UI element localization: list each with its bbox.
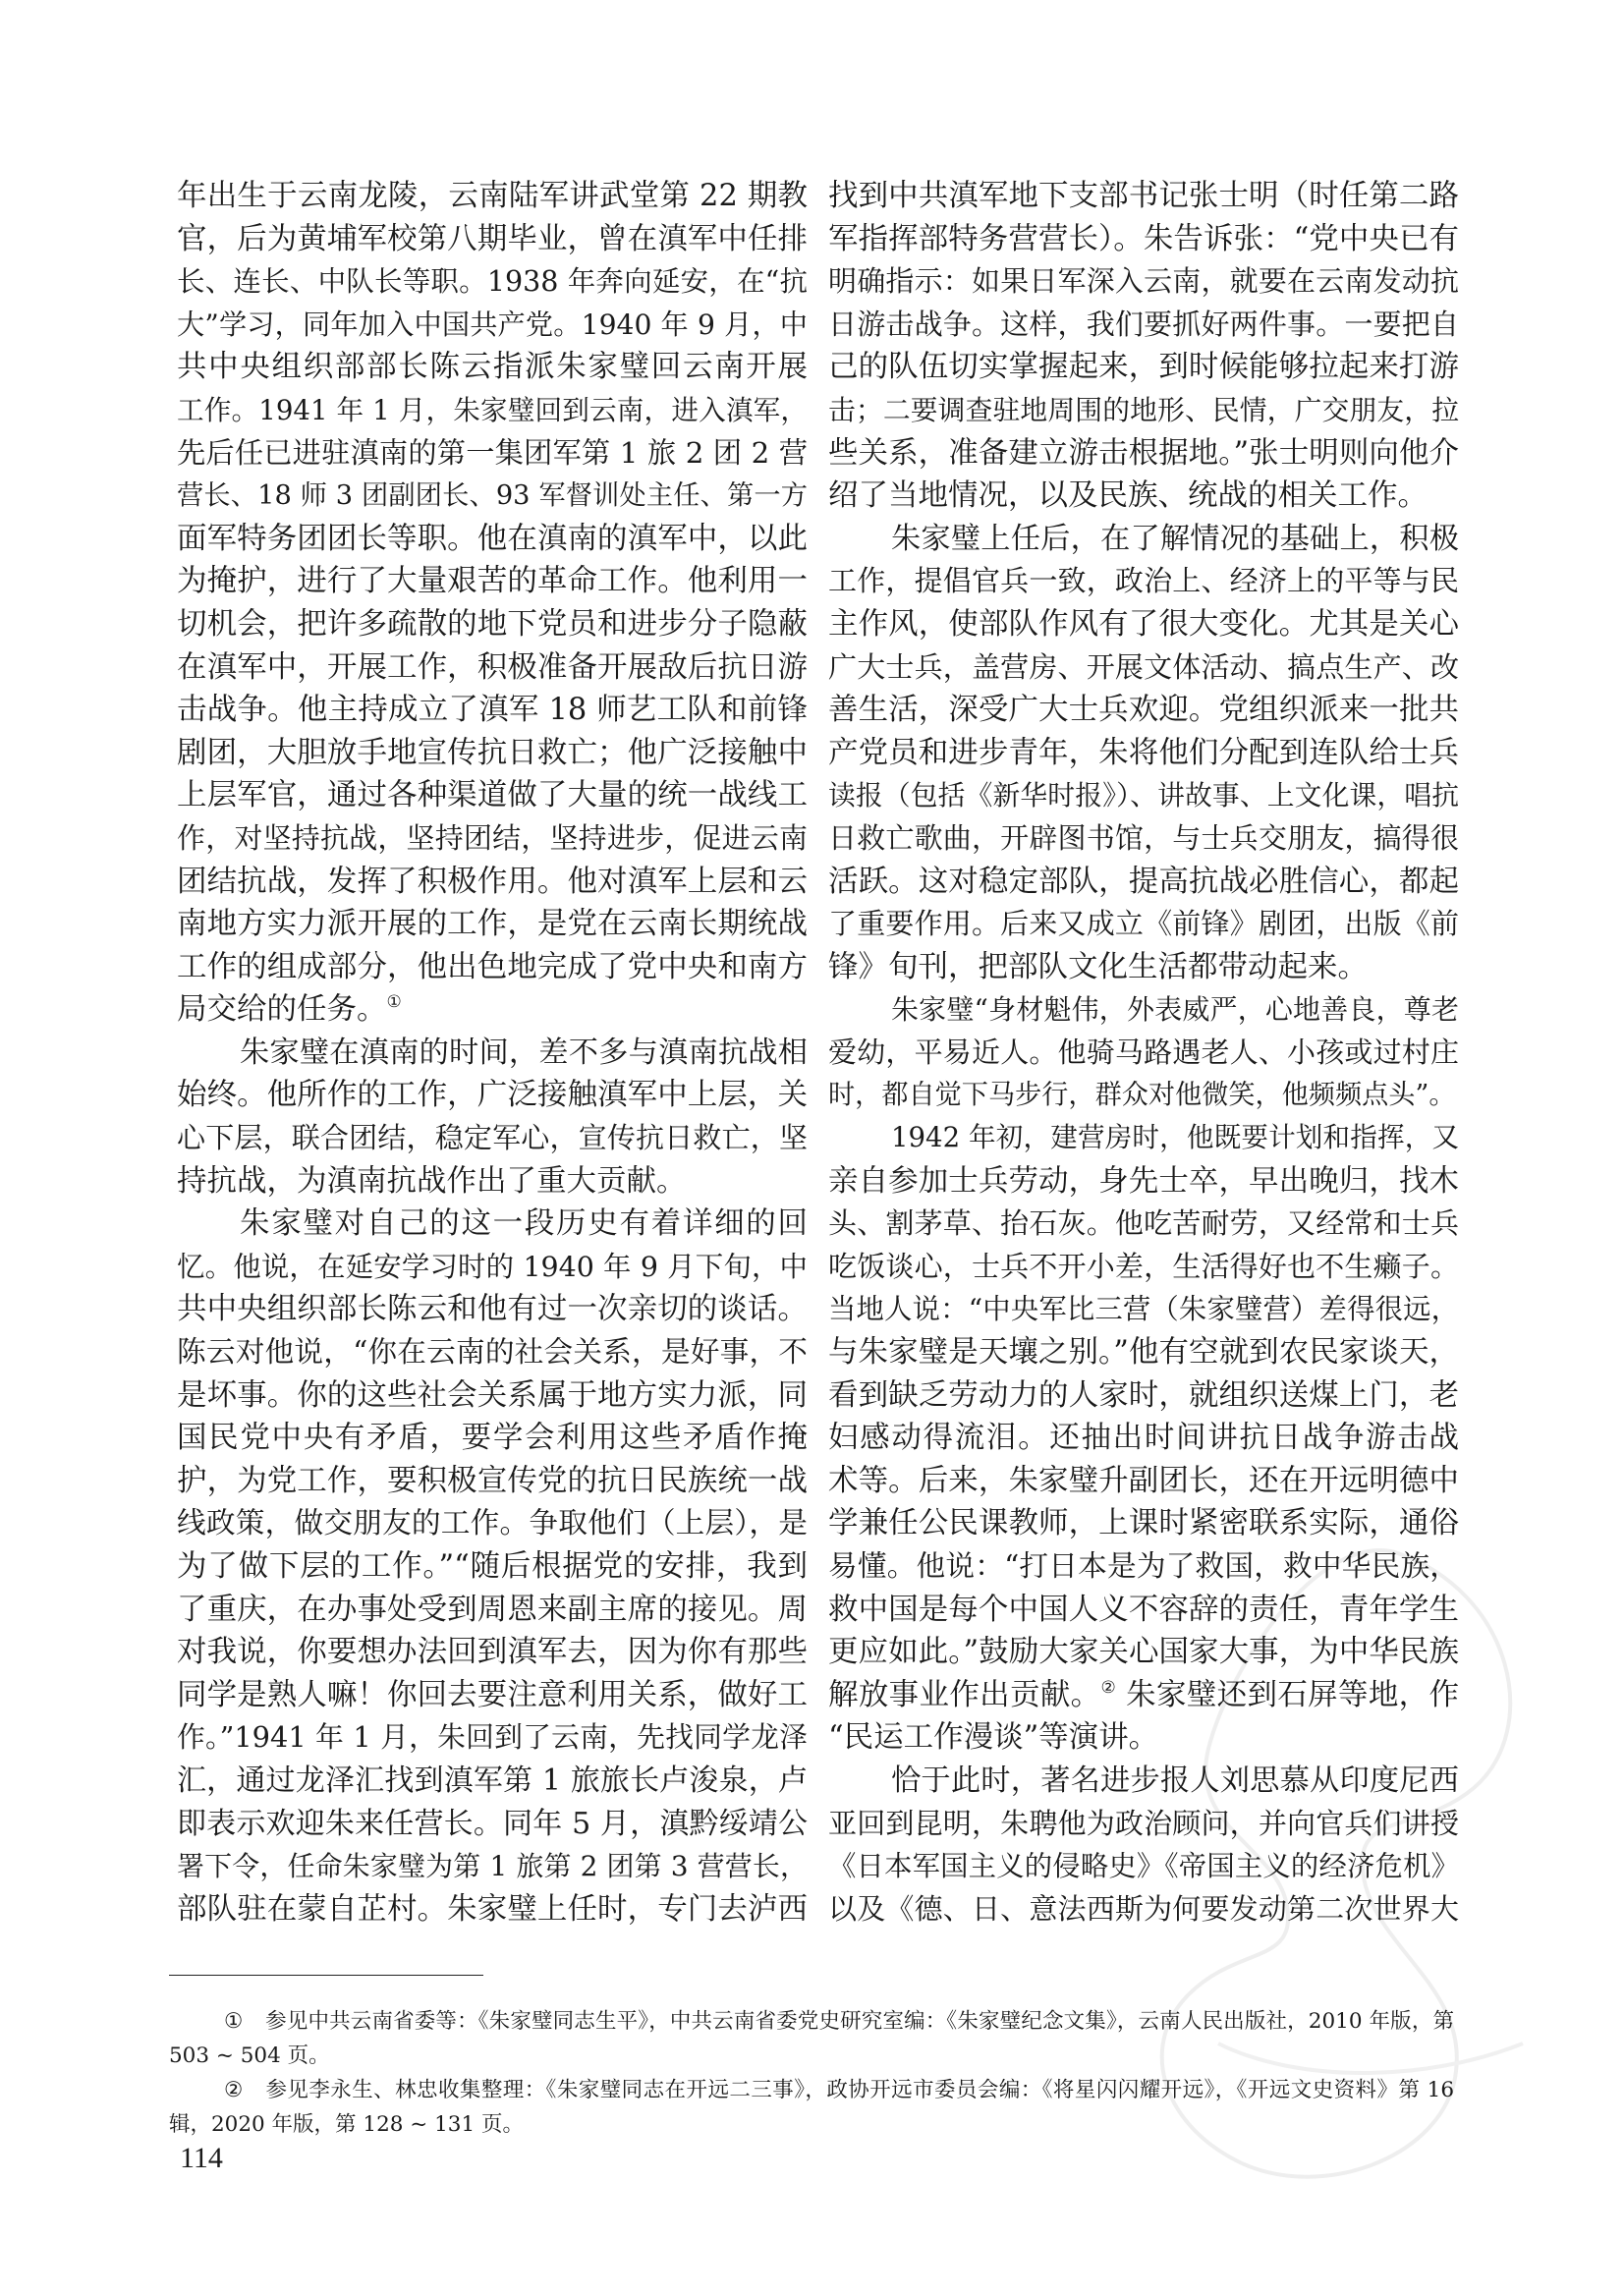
text-line-content: 恰于此时，著名进步报人刘思慕从印度尼西 — [891, 1763, 1459, 1798]
text-line-content: 锋》旬刊，把部队文化生活都带动起来。 — [828, 949, 1368, 984]
text-line — [828, 1032, 1459, 1075]
left-column — [177, 175, 808, 1931]
text-line-content: 朱家璧“身材魁伟，外表威严，心地善良，尊老 — [891, 993, 1459, 1027]
text-line — [177, 1032, 808, 1075]
text-line — [177, 1716, 808, 1760]
text-line — [828, 1589, 1459, 1632]
text-line — [828, 1074, 1459, 1117]
text-line — [177, 903, 808, 946]
text-line-content: 局交给的任务。 — [177, 992, 387, 1028]
text-line-content: 汇，通过龙泽汇找到滇军第 1 旅旅长卢浚泉，卢 — [177, 1763, 808, 1798]
text-line — [828, 1803, 1459, 1846]
text-line-content: 朱家璧在滇南的时间，差不多与滇南抗战相 — [240, 1035, 808, 1070]
text-line — [828, 346, 1459, 389]
text-line — [177, 1203, 808, 1246]
text-line-content: 1942 年初，建营房时，他既要计划和指挥，又 — [891, 1122, 1459, 1154]
text-line — [828, 1760, 1459, 1803]
text-line — [828, 175, 1459, 218]
text-line — [828, 1888, 1459, 1931]
text-line-content: 忆。他说，在延安学习时的 1940 年 9 月下旬，中 — [177, 1250, 808, 1283]
text-line-content: 日救亡歌曲，开辟图书馆，与士兵交朋友，搞得很 — [828, 820, 1459, 855]
footnote-1-number: ① — [224, 2009, 244, 2034]
text-line-content: 署下令，任命朱家璧为第 1 旅第 2 团第 3 营营长， — [177, 1850, 808, 1883]
text-line — [177, 1888, 808, 1931]
text-line-content: 共中央组织部部长陈云指派朱家璧回云南开展 — [177, 350, 808, 385]
text-line-content: 营长、18 师 3 团副团长、93 军督训处主任、第一方 — [177, 480, 808, 512]
text-line — [828, 1417, 1459, 1460]
text-line — [828, 732, 1459, 775]
text-line-content: 活跃。这对稳定部队，提高抗战必胜信心，都起 — [828, 864, 1459, 899]
text-line-content: 是坏事。你的这些社会关系属于地方实力派，同 — [177, 1377, 808, 1413]
text-line — [177, 946, 808, 989]
text-line — [177, 175, 808, 218]
footnote-2-number: ② — [224, 2078, 244, 2102]
text-line — [177, 817, 808, 861]
text-line — [828, 475, 1459, 518]
text-line-content: 陈云对他说，“你在云南的社会关系，是好事，不 — [177, 1335, 808, 1371]
text-line-content: 善生活，深受广大士兵欢迎。党组织派来一批共 — [828, 693, 1459, 728]
text-line-content: 时，都自觉下马步行，群众对他微笑，他频频点头”。 — [828, 1080, 1456, 1111]
text-line-content: 同学是熟人嘛！你回去要注意利用关系，做好工 — [177, 1677, 808, 1712]
text-line — [177, 774, 808, 817]
footnote-1-line-2: 503 ~ 504 页。 — [169, 2043, 330, 2068]
text-line — [828, 1374, 1459, 1418]
text-line — [828, 1288, 1459, 1331]
text-line-content: 即表示欢迎朱来任营长。同年 5 月，滇黔绥靖公 — [177, 1806, 808, 1841]
text-line — [828, 1631, 1459, 1674]
text-line-content: 工作，提倡官兵一致，政治上、经济上的平等与民 — [828, 564, 1459, 598]
text-line-content: 与朱家璧是天壤之别。”他有空就到农民家谈天， — [828, 1335, 1459, 1371]
footnote-1-text: 参见中共云南省委等：《朱家璧同志生平》，中共云南省委党史研究室编：《朱家璧纪念文集》，云南人民出版社，2010 年版，第 — [265, 2009, 1454, 2034]
text-line — [177, 1331, 808, 1374]
text-line-content: 始终。他所作的工作，广泛接触滇军中上层，关 — [177, 1078, 808, 1113]
text-line — [177, 732, 808, 775]
text-line-content: 上层军官，通过各种渠道做了大量的统一战线工 — [177, 778, 808, 813]
text-line-content: 绍了当地情况，以及民族、统战的相关工作。 — [828, 478, 1428, 514]
text-line-content: 广大士兵，盖营房、开展文体活动、搞点生产、改 — [828, 649, 1459, 684]
text-line — [828, 218, 1459, 261]
text-line — [828, 774, 1459, 817]
text-line-content: 军指挥部特务营营长）。朱告诉张：“党中央已有 — [828, 221, 1459, 256]
text-line-content: 作，对坚持抗战，坚持团结，坚持进步，促进云南 — [177, 820, 808, 855]
footnote-separator — [169, 1975, 483, 1976]
right-column — [828, 175, 1459, 1931]
text-line-content: 亲自参加士兵劳动，身先士卒，早出晚归，找木 — [828, 1163, 1459, 1199]
text-line — [828, 1331, 1459, 1374]
text-line — [828, 1674, 1459, 1717]
text-line-content: “民运工作漫谈”等演讲。 — [828, 1720, 1159, 1756]
text-line-content: 当地人说：“中央军比三营（朱家璧营）差得很远， — [828, 1293, 1459, 1326]
text-line-content: 作。”1941 年 1 月，朱回到了云南，先找同学龙泽 — [177, 1720, 808, 1755]
text-line-content: 更应如此。”鼓励大家关心国家大事，为中华民族 — [828, 1635, 1459, 1670]
text-line — [177, 389, 808, 432]
text-line — [828, 946, 1459, 989]
text-line — [828, 560, 1459, 603]
text-line — [828, 603, 1459, 646]
text-line-content: 剧团，大胆放手地宣传抗日救亡；他广泛接触中 — [177, 735, 808, 770]
text-line-content: 线政策，做交朋友的工作。争取他们（上层），是 — [177, 1506, 808, 1541]
text-line-content: 吃饭谈心，士兵不开小差，生活得好也不生癞子。 — [828, 1249, 1459, 1283]
text-line-content: 了重要作用。后来又成立《前锋》剧团，出版《前 — [828, 907, 1459, 941]
text-line — [177, 1460, 808, 1503]
page-number: 114 — [180, 2142, 223, 2174]
text-line — [828, 1460, 1459, 1503]
text-line-content: 年出生于云南龙陵，云南陆军讲武堂第 22 期教 — [177, 179, 808, 213]
text-line-content: 官，后为黄埔军校第八期毕业，曾在滇军中任排 — [177, 221, 808, 256]
footnote-2-text: 参见李永生、林忠收集整理：《朱家璧同志在开远二三事》，政协开远市委员会编：《将星闪闪耀开远》，《开远文史资料》第 16 — [265, 2078, 1454, 2102]
text-line — [177, 304, 808, 347]
text-line-content: 大”学习，同年加入中国共产党。1940 年 9 月，中 — [177, 308, 808, 341]
text-line — [177, 1803, 808, 1846]
text-line-content: 找到中共滇军地下支部书记张士明（时任第二路 — [828, 179, 1459, 213]
text-line-content: 易懂。他说：“打日本是为了救国，救中华民族， — [828, 1549, 1459, 1584]
text-line — [828, 1845, 1459, 1888]
text-line-content: 南地方实力派开展的工作，是党在云南长期统战 — [177, 907, 808, 942]
text-line-content: 术等。后来，朱家璧升副团长，还在开远明德中 — [828, 1463, 1459, 1498]
text-line — [828, 432, 1459, 476]
text-line — [177, 218, 808, 261]
text-line-content: 看到缺乏劳动力的人家时，就组织送煤上门，老 — [828, 1377, 1459, 1413]
text-line — [177, 1374, 808, 1418]
text-line-content: 亚回到昆明，朱聘他为政治顾问，并向官兵们讲授 — [828, 1806, 1459, 1840]
text-line-content: 主作风，使部队作风有了很大变化。尤其是关心 — [828, 606, 1459, 642]
text-line-content: 击战争。他主持成立了滇军 18 师艺工队和前锋 — [177, 693, 808, 728]
text-line-content: 工作的组成部分，他出色地完成了党中央和南方 — [177, 949, 808, 984]
text-line-content: 解放事业作出贡献。 — [828, 1677, 1101, 1712]
text-line-content: 团结抗战，发挥了积极作用。他对滇军上层和云 — [177, 864, 808, 899]
text-line-content: 救中国是每个中国人义不容辞的责任，青年学生 — [828, 1592, 1459, 1627]
text-line-content: 国民党中央有矛盾，要学会利用这些矛盾作掩 — [177, 1421, 808, 1456]
text-line-content: 妇感动得流泪。还抽出时间讲抗日战争游击战 — [828, 1421, 1459, 1456]
text-line-content: 为掩护，进行了大量艰苦的革命工作。他利用一 — [177, 564, 808, 599]
text-line — [177, 1074, 808, 1117]
text-line — [177, 260, 808, 304]
text-line — [177, 518, 808, 561]
text-line-content: 部队驻在蒙自芷村。朱家璧上任时，专门去泸西 — [177, 1891, 808, 1927]
text-line — [828, 861, 1459, 904]
text-line — [177, 1246, 808, 1289]
text-line-content: 在滇军中，开展工作，积极准备开展敌后抗日游 — [177, 649, 808, 685]
text-line-content: 长、连长、中队长等职。1938 年奔向延安，在“抗 — [177, 265, 808, 299]
text-line — [828, 1160, 1459, 1203]
text-line-content: 持抗战，为滇南抗战作出了重大贡献。 — [177, 1163, 687, 1199]
text-line — [177, 346, 808, 389]
text-line-content: 为了做下层的工作。”“随后根据党的安排，我到 — [177, 1549, 808, 1584]
text-line — [828, 689, 1459, 732]
text-line — [177, 689, 808, 732]
text-line-content: 对我说，你要想办法回到滇军去，因为你有那些 — [177, 1635, 808, 1670]
text-line-content: 产党员和进步青年，朱将他们分配到连队给士兵 — [828, 735, 1459, 770]
text-line — [177, 1631, 808, 1674]
text-line-content: 朱家璧上任后，在了解情况的基础上，积极 — [891, 521, 1459, 556]
text-line-content: 些关系，准备建立游击根据地。”张士明则向他介 — [828, 435, 1459, 471]
text-line-content: 护，为党工作，要积极宣传党的抗日民族统一战 — [177, 1463, 808, 1498]
text-line-content: 日游击战争。这样，我们要抓好两件事。一要把自 — [828, 307, 1459, 341]
text-line-content: 朱家璧对自己的这一段历史有着详细的回 — [240, 1206, 808, 1242]
text-line — [828, 988, 1459, 1032]
text-line-content: 先后任已进驻滇南的第一集团军第 1 旅 2 团 2 营 — [177, 435, 808, 470]
text-line-content: 学兼任公民课教师，上课时紧密联系实际，通俗 — [828, 1506, 1459, 1541]
text-line — [177, 1760, 808, 1803]
text-line-content: 《日本军国主义的侵略史》《帝国主义的经济危机》 — [828, 1850, 1459, 1883]
text-line — [177, 603, 808, 646]
text-line — [828, 1203, 1459, 1246]
text-line — [177, 861, 808, 904]
text-line — [828, 304, 1459, 347]
text-line — [177, 432, 808, 476]
text-line — [177, 1589, 808, 1632]
text-line-content: 明确指示：如果日军深入云南，就要在云南发动抗 — [828, 264, 1459, 299]
text-line — [828, 1246, 1459, 1289]
text-line-content: 爱幼，平易近人。他骑马路遇老人、小孩或过村庄 — [828, 1035, 1459, 1069]
text-line — [177, 1417, 808, 1460]
text-line — [828, 903, 1459, 946]
text-line — [828, 1117, 1459, 1160]
footnote-2-line-1 — [169, 2073, 1454, 2107]
text-line — [177, 475, 808, 518]
text-line-content: 工作。1941 年 1 月，朱家璧回到云南，进入滇军， — [177, 393, 808, 426]
text-line — [177, 1160, 808, 1203]
footnote-1-line-1 — [169, 2004, 1454, 2039]
footnote-ref-1[interactable]: ① — [386, 992, 402, 1013]
text-line — [828, 389, 1459, 432]
text-line — [177, 1845, 808, 1888]
text-line-content: 头、割茅草、抬石灰。他吃苦耐劳，又经常和士兵 — [828, 1206, 1459, 1241]
text-line — [828, 1502, 1459, 1545]
text-line-content: 了重庆，在办事处受到周恩来副主席的接见。周 — [177, 1592, 808, 1627]
text-line — [177, 988, 808, 1032]
text-line — [828, 518, 1459, 561]
text-line-content: 以及《德、日、意法西斯为何要发动第二次世界大 — [828, 1891, 1459, 1926]
text-line — [177, 1117, 808, 1160]
text-line-content: 切机会，把许多疏散的地下党员和进步分子隐蔽 — [177, 606, 808, 642]
text-line — [828, 260, 1459, 304]
text-line-content: 己的队伍切实掌握起来，到时候能够拉起来打游 — [828, 350, 1459, 385]
text-line-content: 面军特务团团长等职。他在滇南的滇军中，以此 — [177, 521, 808, 556]
text-line — [177, 646, 808, 690]
text-line — [828, 646, 1459, 690]
text-line — [828, 1716, 1459, 1760]
text-line — [177, 560, 808, 603]
text-line-content: 击；二要调查驻地周围的地形、民情，广交朋友，拉 — [828, 393, 1459, 426]
text-line — [177, 1674, 808, 1717]
footnote-ref-2[interactable]: ② — [1100, 1677, 1117, 1698]
text-line — [828, 817, 1459, 861]
text-line-content: 读报（包括《新华时报》）、讲故事、上文化课，唱抗 — [828, 779, 1459, 812]
text-line-content: 共中央组织部长陈云和他有过一次亲切的谈话。 — [177, 1292, 808, 1327]
text-line — [177, 1545, 808, 1589]
text-line — [177, 1288, 808, 1331]
text-line — [177, 1502, 808, 1545]
text-line-tail: 朱家璧还到石屏等地，作 — [1116, 1677, 1459, 1712]
text-line — [828, 1545, 1459, 1589]
text-line-content: 心下层，联合团结，稳定军心，宣传抗日救亡，坚 — [177, 1121, 808, 1155]
footnotes — [169, 2004, 1454, 2142]
footnote-2-line-2: 辑，2020 年版，第 128 ~ 131 页。 — [169, 2112, 524, 2137]
